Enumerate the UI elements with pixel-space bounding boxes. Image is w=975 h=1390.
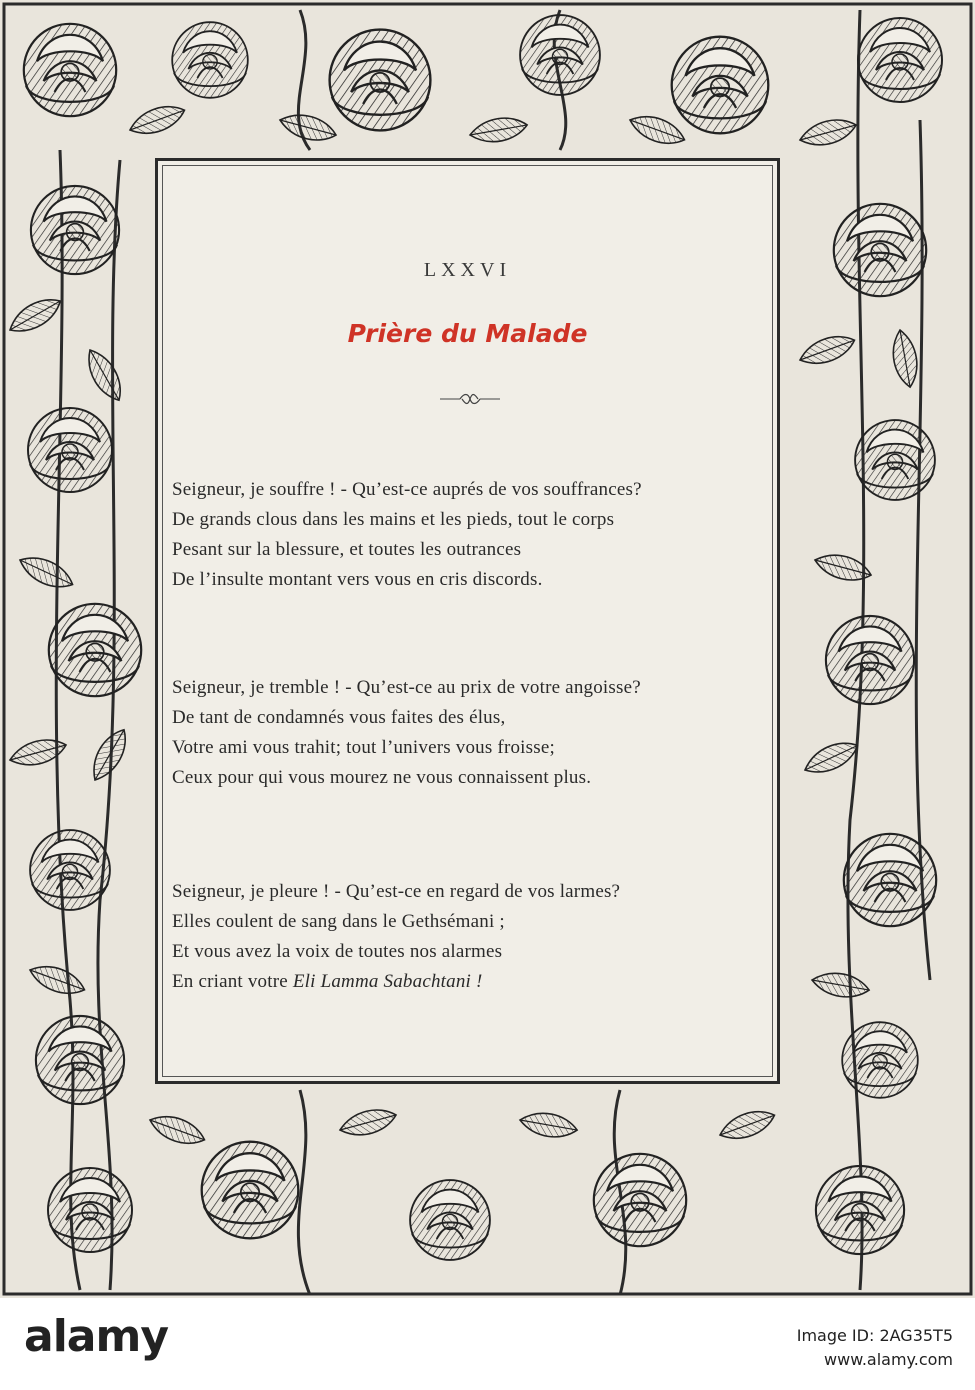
poem-panel bbox=[155, 158, 780, 1084]
poem-line: Pesant sur la blessure, et toutes les outrances bbox=[172, 539, 522, 560]
poem-line: Seigneur, je pleure ! - Qu’est-ce en regard de vos larmes? bbox=[172, 881, 621, 902]
poem-line-last bbox=[172, 967, 772, 997]
watermark-logo: alamy bbox=[24, 1311, 168, 1362]
poem-title: Prière du Malade bbox=[347, 319, 588, 348]
poem-line: Seigneur, je souffre ! - Qu’est-ce auprés de vos souffrances? bbox=[172, 479, 642, 500]
poem-line: Et vous avez la voix de toutes nos alarmes bbox=[172, 941, 503, 962]
poem-line: Ceux pour qui vous mourez ne vous connaissent plus. bbox=[172, 767, 592, 788]
watermark-url: www.alamy.com bbox=[824, 1350, 953, 1369]
fleuron-icon bbox=[440, 391, 500, 407]
poem-number: LXXVI bbox=[423, 259, 512, 281]
watermark-image-id: Image ID: 2AG35T5 bbox=[796, 1326, 953, 1345]
stanza-2 bbox=[172, 673, 772, 793]
poem-line: De tant de condamnés vous faites des élus, bbox=[172, 707, 506, 728]
poem-line-italic: Eli Lamma Sabachtani ! bbox=[292, 971, 483, 992]
poem-line-prefix: En criant votre bbox=[172, 971, 293, 992]
poem-line: Elles coulent de sang dans le Gethsémani ; bbox=[172, 911, 505, 932]
poem-line: Seigneur, je tremble ! - Qu’est-ce au prix de votre angoisse? bbox=[172, 677, 641, 698]
stanza-3 bbox=[172, 877, 772, 997]
poem-line: De grands clous dans les mains et les pieds, tout le corps bbox=[172, 509, 615, 530]
poem-line: Votre ami vous trahit; tout l’univers vous froisse; bbox=[172, 737, 555, 758]
poem-line: De l’insulte montant vers vous en cris discords. bbox=[172, 569, 543, 590]
stanza-1 bbox=[172, 475, 772, 595]
